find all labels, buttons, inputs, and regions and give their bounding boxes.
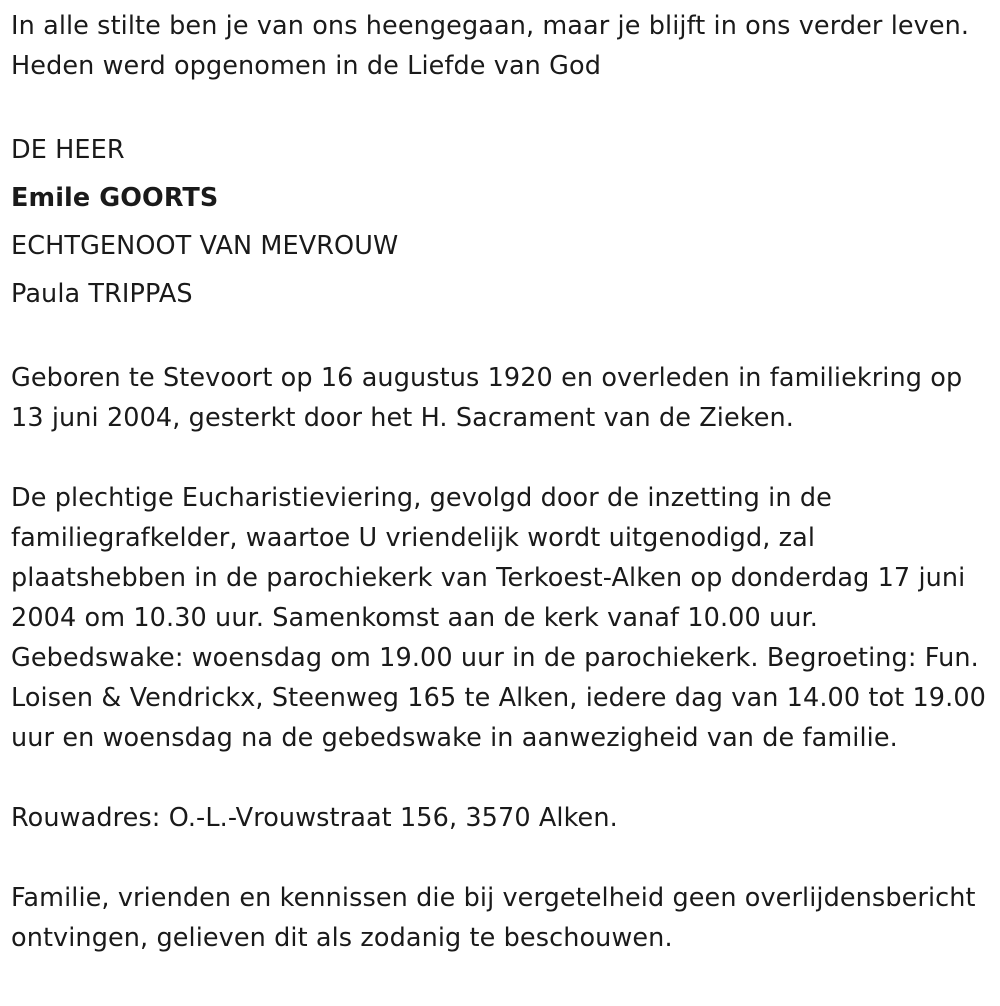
spacer	[11, 318, 996, 358]
mourning-address: Rouwadres: O.-L.-Vrouwstraat 156, 3570 Alken.	[11, 803, 618, 833]
relation-text: ECHTGENOOT VAN MEVROUW	[11, 231, 399, 261]
spacer	[11, 86, 996, 126]
spouse-name: Paula TRIPPAS	[11, 279, 193, 309]
closing-text: Familie, vrienden en kennissen die bij vergetelheid geen overlijdensbericht ontvingen, gelieven dit als zodanig te beschouwen.	[11, 883, 976, 953]
ceremony-text: De plechtige Eucharistieviering, gevolgd door de inzetting in de familiegrafkelder, waartoe U vriendelijk wordt uitgenodigd, zal plaatshebben in de parochiekerk van Terkoest-Alken op donderdag 17 juni 2004 om 10.30 uur. Samenkomst aan de kerk vanaf 10.00 uur. Gebedswake: woensdag om 19.00 uur in de parochiekerk. Begroeting: Fun. Loisen & Vendrickx, Steenweg 165 te Alken, iedere dag van 14.00 tot 19.00 uur en woensdag na de gebedswake in aanwezigheid van de familie.	[11, 483, 986, 753]
spacer	[11, 838, 996, 878]
spacer	[11, 758, 996, 798]
birth-death-text: Geboren te Stevoort op 16 augustus 1920 en overleden in familiekring op 13 juni 2004, gesterkt door het H. Sacrament van de Zieken.	[11, 363, 963, 433]
title-prefix: DE HEER	[11, 135, 125, 165]
obituary-notice	[11, 6, 996, 958]
intro-text: In alle stilte ben je van ons heengegaan, maar je blijft in ons verder leven. Heden werd opgenomen in de Liefde van God	[11, 11, 970, 81]
deceased-name: Emile GOORTS	[11, 183, 219, 213]
spacer	[11, 438, 996, 478]
